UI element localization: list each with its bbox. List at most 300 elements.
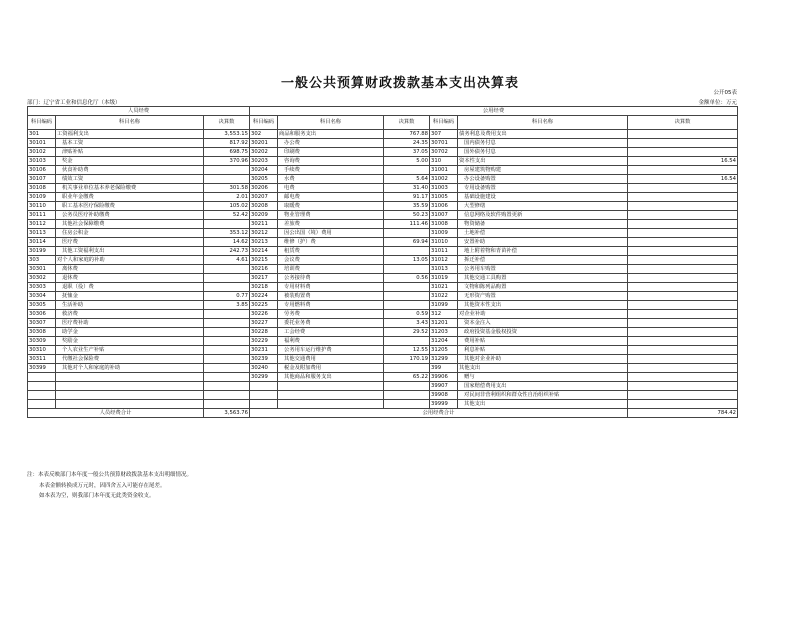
amount-cell: [204, 400, 250, 409]
name-cell: 机关事业单位基本养老保险缴费: [56, 184, 204, 193]
name-cell: 大型修缮: [458, 202, 628, 211]
code-cell: 30216: [250, 265, 278, 274]
table-row: [28, 373, 738, 382]
name-cell: 伙食补助费: [56, 166, 204, 175]
amount-cell: [384, 382, 430, 391]
code-cell: [250, 400, 278, 409]
amount-cell: 13.05: [384, 256, 430, 265]
name-cell: 土地补偿: [458, 229, 628, 238]
table-row: [28, 229, 738, 238]
table-row: [28, 355, 738, 364]
name-cell: 地上附着物和青苗补偿: [458, 247, 628, 256]
name-cell: 其他支出: [458, 400, 628, 409]
name-cell: 资本金注入: [458, 319, 628, 328]
code-cell: 30305: [28, 301, 56, 310]
name-cell: 医疗费: [56, 238, 204, 247]
code-cell: 30215: [250, 256, 278, 265]
code-cell: 31204: [430, 337, 458, 346]
amount-cell: [628, 202, 738, 211]
code-cell: 30217: [250, 274, 278, 283]
name-cell: [278, 391, 384, 400]
code-cell: 30103: [28, 157, 56, 166]
amount-cell: [628, 139, 738, 148]
amount-cell: [628, 148, 738, 157]
code-cell: 30212: [250, 229, 278, 238]
code-cell: 30308: [28, 328, 56, 337]
name-cell: 基本工资: [56, 139, 204, 148]
table-row: [28, 301, 738, 310]
table-row: [28, 319, 738, 328]
table-row: [28, 220, 738, 229]
amount-cell: [204, 391, 250, 400]
name-cell: 代缴社会保险费: [56, 355, 204, 364]
name-cell: [278, 382, 384, 391]
name-cell: [56, 382, 204, 391]
name-cell: 培训费: [278, 265, 384, 274]
col-amount: 决算数: [384, 116, 430, 130]
name-cell: 奖金: [56, 157, 204, 166]
code-cell: 30304: [28, 292, 56, 301]
code-cell: 31010: [430, 238, 458, 247]
table-row: [28, 130, 738, 139]
amount-cell: [628, 355, 738, 364]
code-cell: [250, 391, 278, 400]
code-cell: 30101: [28, 139, 56, 148]
code-cell: 31012: [430, 256, 458, 265]
name-cell: 赠与: [458, 373, 628, 382]
amount-cell: 170.19: [384, 355, 430, 364]
name-cell: 住房公积金: [56, 229, 204, 238]
form-number: 公开05表: [713, 90, 737, 96]
name-cell: 电费: [278, 184, 384, 193]
note-line: 注：本表反映部门本年度一般公共预算财政拨款基本支出明细情况。: [27, 472, 193, 478]
name-cell: 职业年金缴费: [56, 193, 204, 202]
table-row: [28, 148, 738, 157]
amount-cell: [628, 265, 738, 274]
table-row: [28, 400, 738, 409]
code-cell: 30107: [28, 175, 56, 184]
name-cell: [278, 400, 384, 409]
code-cell: 30226: [250, 310, 278, 319]
name-cell: 公务员医疗补助缴费: [56, 211, 204, 220]
name-cell: 助学金: [56, 328, 204, 337]
amount-cell: [628, 373, 738, 382]
amount-cell: 37.05: [384, 148, 430, 157]
name-cell: 拆迁补偿: [458, 256, 628, 265]
personnel-header: 人员经费: [28, 107, 250, 116]
code-cell: 31002: [430, 175, 458, 184]
name-cell: 奖励金: [56, 337, 204, 346]
personnel-total-value: 3,563.76: [204, 409, 250, 418]
amount-cell: [204, 355, 250, 364]
code-cell: [28, 391, 56, 400]
table-body: [28, 130, 738, 409]
amount-cell: [628, 319, 738, 328]
name-cell: 其他交通费用: [278, 355, 384, 364]
name-cell: [56, 373, 204, 382]
amount-cell: [204, 328, 250, 337]
page-title: 一般公共预算财政拨款基本支出决算表: [280, 76, 519, 91]
amount-cell: [628, 229, 738, 238]
code-cell: 30114: [28, 238, 56, 247]
code-cell: 310: [430, 157, 458, 166]
amount-cell: 242.73: [204, 247, 250, 256]
code-cell: 30211: [250, 220, 278, 229]
code-cell: 30202: [250, 148, 278, 157]
code-cell: 39908: [430, 391, 458, 400]
table-row: [28, 391, 738, 400]
name-cell: 无形资产购置: [458, 292, 628, 301]
table-row: [28, 202, 738, 211]
code-cell: 30240: [250, 364, 278, 373]
amount-cell: [628, 382, 738, 391]
col-code: 科目编码: [28, 116, 56, 130]
code-cell: 312: [430, 310, 458, 319]
col-name: 科目名称: [56, 116, 204, 130]
name-cell: 水费: [278, 175, 384, 184]
col-name: 科目名称: [458, 116, 628, 130]
amount-cell: 35.59: [384, 202, 430, 211]
amount-cell: 817.92: [204, 139, 250, 148]
name-cell: 工资福利支出: [56, 130, 204, 139]
amount-cell: [384, 166, 430, 175]
name-cell: 物业管理费: [278, 211, 384, 220]
name-cell: 物资储备: [458, 220, 628, 229]
amount-cell: [628, 193, 738, 202]
col-code: 科目编码: [430, 116, 458, 130]
amount-cell: 353.12: [204, 229, 250, 238]
name-cell: 公务接待费: [278, 274, 384, 283]
code-cell: 302: [250, 130, 278, 139]
code-cell: 31007: [430, 211, 458, 220]
name-cell: 办公设备购置: [458, 175, 628, 184]
amount-cell: [204, 382, 250, 391]
code-cell: 30224: [250, 292, 278, 301]
code-cell: 30109: [28, 193, 56, 202]
amount-cell: 50.23: [384, 211, 430, 220]
department-label: 部门：辽宁省工业和信息化厅（本级）: [27, 100, 121, 106]
amount-cell: [628, 130, 738, 139]
code-cell: 30214: [250, 247, 278, 256]
name-cell: 对企业补助: [458, 310, 628, 319]
amount-cell: 65.22: [384, 373, 430, 382]
name-cell: 退职（役）费: [56, 283, 204, 292]
table-row: [28, 292, 738, 301]
code-cell: 31008: [430, 220, 458, 229]
amount-cell: [628, 292, 738, 301]
name-cell: 资本性支出: [458, 157, 628, 166]
name-cell: 专用燃料费: [278, 301, 384, 310]
name-cell: 对个人和家庭的补助: [56, 256, 204, 265]
name-cell: 因公出国（境）费用: [278, 229, 384, 238]
amount-cell: 0.56: [384, 274, 430, 283]
code-cell: 31299: [430, 355, 458, 364]
amount-cell: 698.75: [204, 148, 250, 157]
name-cell: 其他交通工具购置: [458, 274, 628, 283]
table-row: [28, 166, 738, 175]
code-cell: 30110: [28, 202, 56, 211]
code-cell: [28, 382, 56, 391]
name-cell: 个人农业生产补贴: [56, 346, 204, 355]
amount-cell: 91.17: [384, 193, 430, 202]
code-cell: 30302: [28, 274, 56, 283]
amount-cell: [628, 310, 738, 319]
code-cell: 30106: [28, 166, 56, 175]
code-cell: 30209: [250, 211, 278, 220]
amount-cell: [204, 373, 250, 382]
name-cell: 绩效工资: [56, 175, 204, 184]
note-line: 本表金额转换成万元时，因四舍五入可能存在尾差。: [39, 482, 166, 489]
code-cell: 30201: [250, 139, 278, 148]
name-cell: 其他工资福利支出: [56, 247, 204, 256]
amount-cell: 5.00: [384, 157, 430, 166]
code-cell: 30229: [250, 337, 278, 346]
amount-cell: 2.01: [204, 193, 250, 202]
table-row: [28, 157, 738, 166]
table-row: [28, 382, 738, 391]
code-cell: [28, 400, 56, 409]
name-cell: 职工基本医疗保险缴费: [56, 202, 204, 211]
table-row: [28, 238, 738, 247]
amount-cell: [204, 175, 250, 184]
code-cell: 30311: [28, 355, 56, 364]
name-cell: 税金及附加费用: [278, 364, 384, 373]
code-cell: 31009: [430, 229, 458, 238]
code-cell: 30227: [250, 319, 278, 328]
amount-cell: [384, 292, 430, 301]
table-row: [28, 265, 738, 274]
amount-cell: 767.88: [384, 130, 430, 139]
table-row: [28, 337, 738, 346]
code-cell: 30306: [28, 310, 56, 319]
table-row: [28, 139, 738, 148]
code-cell: 31011: [430, 247, 458, 256]
name-cell: 房屋建筑物购建: [458, 166, 628, 175]
amount-cell: [628, 166, 738, 175]
code-cell: 30108: [28, 184, 56, 193]
code-cell: 31201: [430, 319, 458, 328]
amount-cell: 3.43: [384, 319, 430, 328]
code-cell: 39906: [430, 373, 458, 382]
amount-cell: [628, 211, 738, 220]
amount-cell: [628, 274, 738, 283]
table-row: [28, 175, 738, 184]
code-cell: 30231: [250, 346, 278, 355]
code-cell: 30399: [28, 364, 56, 373]
name-cell: 安置补助: [458, 238, 628, 247]
amount-cell: [628, 364, 738, 373]
table-row: [28, 310, 738, 319]
code-cell: 30208: [250, 202, 278, 211]
name-cell: 利息补贴: [458, 346, 628, 355]
name-cell: 其他资本性支出: [458, 301, 628, 310]
code-cell: 30303: [28, 283, 56, 292]
amount-cell: 3,553.15: [204, 130, 250, 139]
code-cell: 30213: [250, 238, 278, 247]
name-cell: 咨询费: [278, 157, 384, 166]
amount-cell: [628, 238, 738, 247]
name-cell: 劳务费: [278, 310, 384, 319]
note-line: 如本表为空，则我部门本年度无此类资金收支。: [39, 493, 155, 499]
code-cell: 30301: [28, 265, 56, 274]
amount-cell: [628, 346, 738, 355]
code-cell: 30225: [250, 301, 278, 310]
name-cell: 基础设施建设: [458, 193, 628, 202]
amount-cell: [384, 337, 430, 346]
name-cell: 其他社会保障缴费: [56, 220, 204, 229]
table-row: [28, 211, 738, 220]
expenditure-table: [27, 106, 738, 418]
amount-cell: 111.46: [384, 220, 430, 229]
code-cell: 39907: [430, 382, 458, 391]
amount-cell: 12.55: [384, 346, 430, 355]
code-cell: 30205: [250, 175, 278, 184]
code-cell: 31203: [430, 328, 458, 337]
amount-cell: 3.85: [204, 301, 250, 310]
name-cell: 被装购置费: [278, 292, 384, 301]
amount-cell: [204, 346, 250, 355]
name-cell: 文物和陈列品购置: [458, 283, 628, 292]
amount-cell: [204, 220, 250, 229]
code-cell: 30310: [28, 346, 56, 355]
amount-cell: [628, 400, 738, 409]
name-cell: 福利费: [278, 337, 384, 346]
personnel-total-label: 人员经费合计: [28, 409, 204, 418]
amount-cell: [628, 391, 738, 400]
code-cell: [250, 382, 278, 391]
name-cell: 国家赔偿费用支出: [458, 382, 628, 391]
amount-cell: 14.62: [204, 238, 250, 247]
amount-cell: [628, 283, 738, 292]
amount-cell: [628, 328, 738, 337]
name-cell: 对民间非营利组织和群众性自治组织补贴: [458, 391, 628, 400]
amount-cell: [628, 184, 738, 193]
name-cell: 办公费: [278, 139, 384, 148]
amount-cell: [384, 301, 430, 310]
public-total-value: 784.42: [628, 409, 738, 418]
code-cell: 31005: [430, 193, 458, 202]
table-row: [28, 364, 738, 373]
name-cell: 其他对个人和家庭的补助: [56, 364, 204, 373]
table-row: [28, 283, 738, 292]
code-cell: 30206: [250, 184, 278, 193]
name-cell: 费用补贴: [458, 337, 628, 346]
table-row: [28, 193, 738, 202]
amount-cell: [628, 256, 738, 265]
code-cell: 30309: [28, 337, 56, 346]
name-cell: 商品和服务支出: [278, 130, 384, 139]
code-cell: 30203: [250, 157, 278, 166]
amount-cell: 370.96: [204, 157, 250, 166]
code-cell: 307: [430, 130, 458, 139]
name-cell: 专用设备购置: [458, 184, 628, 193]
name-cell: 取暖费: [278, 202, 384, 211]
code-cell: 30307: [28, 319, 56, 328]
public-total-label: 公用经费合计: [250, 409, 628, 418]
col-amount: 决算数: [628, 116, 738, 130]
amount-cell: [204, 364, 250, 373]
table-row: [28, 328, 738, 337]
amount-cell: [204, 274, 250, 283]
name-cell: 公务用车购置: [458, 265, 628, 274]
code-cell: 30207: [250, 193, 278, 202]
amount-cell: 105.02: [204, 202, 250, 211]
amount-cell: [628, 301, 738, 310]
name-cell: 差旅费: [278, 220, 384, 229]
amount-cell: 301.58: [204, 184, 250, 193]
notes: [27, 470, 192, 502]
code-cell: 30702: [430, 148, 458, 157]
code-cell: 31003: [430, 184, 458, 193]
name-cell: 信息网络及软件购置更新: [458, 211, 628, 220]
code-cell: 301: [28, 130, 56, 139]
amount-cell: [204, 265, 250, 274]
amount-cell: [204, 319, 250, 328]
name-cell: 其他商品和服务支出: [278, 373, 384, 382]
code-cell: 30199: [28, 247, 56, 256]
code-cell: 31022: [430, 292, 458, 301]
amount-cell: 0.59: [384, 310, 430, 319]
amount-cell: 16.54: [628, 175, 738, 184]
amount-cell: [204, 337, 250, 346]
amount-cell: [204, 310, 250, 319]
name-cell: [56, 391, 204, 400]
col-code: 科目编码: [250, 116, 278, 130]
name-cell: 工会经费: [278, 328, 384, 337]
code-cell: 30204: [250, 166, 278, 175]
code-cell: 31001: [430, 166, 458, 175]
name-cell: [56, 400, 204, 409]
col-name: 科目名称: [278, 116, 384, 130]
code-cell: 30299: [250, 373, 278, 382]
name-cell: 手续费: [278, 166, 384, 175]
name-cell: 政府投资基金股权投资: [458, 328, 628, 337]
code-cell: 30113: [28, 229, 56, 238]
name-cell: 津贴补贴: [56, 148, 204, 157]
code-cell: 399: [430, 364, 458, 373]
name-cell: 委托业务费: [278, 319, 384, 328]
amount-cell: 4.61: [204, 256, 250, 265]
name-cell: 国外债务付息: [458, 148, 628, 157]
table-row: [28, 256, 738, 265]
amount-cell: 24.35: [384, 139, 430, 148]
amount-cell: [628, 220, 738, 229]
unit-label: 金额单位：万元: [698, 100, 737, 106]
name-cell: 其他对企业补助: [458, 355, 628, 364]
code-cell: 30239: [250, 355, 278, 364]
name-cell: 救济费: [56, 310, 204, 319]
public-header: 公用经费: [250, 107, 738, 116]
code-cell: 31021: [430, 283, 458, 292]
amount-cell: [384, 400, 430, 409]
name-cell: 其他支出: [458, 364, 628, 373]
amount-cell: 29.52: [384, 328, 430, 337]
name-cell: 退休费: [56, 274, 204, 283]
amount-cell: [628, 337, 738, 346]
code-cell: [28, 373, 56, 382]
code-cell: 30111: [28, 211, 56, 220]
code-cell: 31019: [430, 274, 458, 283]
col-amount: 决算数: [204, 116, 250, 130]
amount-cell: 16.54: [628, 157, 738, 166]
name-cell: 抚恤金: [56, 292, 204, 301]
name-cell: 离休费: [56, 265, 204, 274]
code-cell: 30102: [28, 148, 56, 157]
code-cell: 39999: [430, 400, 458, 409]
amount-cell: 0.77: [204, 292, 250, 301]
name-cell: 会议费: [278, 256, 384, 265]
amount-cell: [384, 391, 430, 400]
